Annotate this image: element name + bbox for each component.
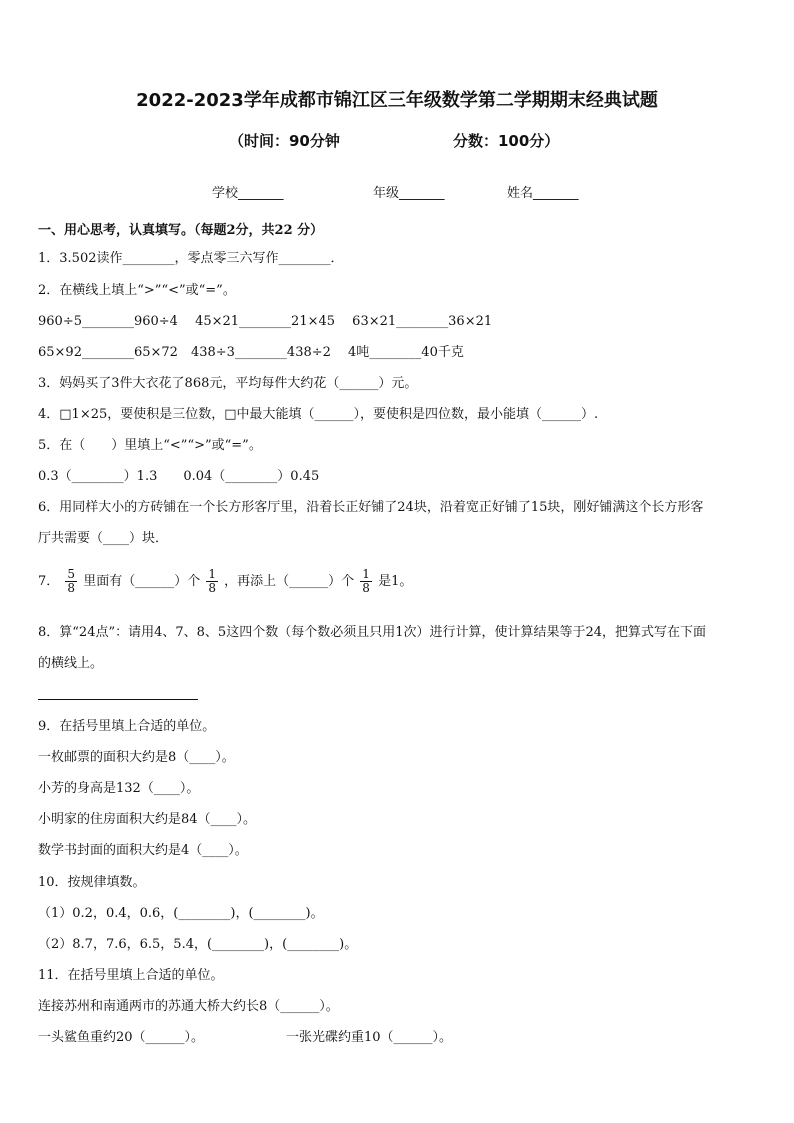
question-9: 9．在括号里填上合适的单位。 (38, 719, 216, 734)
question-11-c: 一张光碟约重10（______）。 (286, 1030, 453, 1045)
question-7 (38, 568, 412, 595)
question-1: 1．3.502读作________，零点零三六写作________． (38, 251, 344, 266)
question-9-b: 小芳的身高是132（____）。 (38, 781, 200, 796)
page-title: 2022-2023学年成都市锦江区三年级数学第二学期期末经典试题 (136, 90, 658, 111)
score-label: 分数：100分） (453, 132, 560, 150)
question-11-a: 连接苏州和南通两市的苏通大桥大约长8（______）。 (38, 999, 339, 1014)
question-10: 10．按规律填数。 (38, 875, 146, 890)
question-5: 5．在（ ）里填上“<”“>”或“=”。 (38, 438, 262, 453)
question-10-a: （1）0.2，0.4，0.6，(________)，(________)。 (38, 906, 324, 921)
fraction-1-8-b: $\frac{1}{8}$ (362, 567, 370, 595)
question-5-row: 0.3（________）1.3 0.04（________）0.45 (38, 469, 320, 484)
question-2: 2．在横线上填上“>”“<”或“=”。 (38, 283, 236, 298)
question-8-line-2: 的横线上。 (38, 656, 104, 671)
question-6-line-2: 厅共需要（____）块． (38, 531, 169, 546)
q7-suffix: 是1。 (378, 574, 413, 589)
question-2-row-1: 960÷5________960÷4 45×21________21×45 63×21________36×21 (38, 314, 493, 329)
question-10-b: （2）8.7，7.6，6.5，5.4，(________)，(________)。 (38, 937, 358, 952)
answer-line (38, 699, 198, 700)
fraction-1-8-a: $\frac{1}{8}$ (208, 567, 216, 595)
fraction-5-8: $\frac{5}{8}$ (67, 567, 76, 595)
question-3: 3．妈妈买了3件大衣花了868元，平均每件大约花（______）元。 (38, 376, 418, 391)
name-field: 姓名_______ (507, 186, 579, 201)
question-6-line-1: 6．用同样大小的方砖铺在一个长方形客厅里，沿着长正好铺了24块，沿着宽正好铺了15块，刚好铺满这个长方形客 (38, 500, 704, 515)
q7-mid-1: 里面有（______）个 (83, 574, 201, 589)
question-11: 11．在括号里填上合适的单位。 (38, 968, 224, 983)
q7-mid-2: ，再添上（______）个 (224, 574, 355, 589)
question-9-a: 一枚邮票的面积大约是8（____）。 (38, 750, 235, 765)
section-heading: 一、用心思考，认真填写。（每题2分，共22 分） (38, 223, 324, 238)
question-11-b: 一头鲨鱼重约20（______）。 (38, 1030, 205, 1045)
question-9-d: 数学书封面的面积大约是4（____）。 (38, 843, 248, 858)
question-4: 4．□1×25，要使积是三位数，□中最大能填（______），要使积是四位数，最小能填（______）. (38, 407, 599, 422)
q7-prefix: 7． (38, 574, 60, 589)
time-label: （时间：90分钟 (229, 132, 340, 150)
question-2-row-2: 65×92________65×72 438÷3________438÷2 4吨________40千克 (38, 345, 464, 360)
grade-field: 年级_______ (373, 186, 445, 201)
question-9-c: 小明家的住房面积大约是84（____）。 (38, 812, 257, 827)
question-8-line-1: 8．算“24点”：请用4、7、8、5这四个数（每个数必须且只用1次）进行计算，使计算结果等于24，把算式写在下面 (38, 625, 707, 640)
school-field: 学校_______ (212, 186, 284, 201)
